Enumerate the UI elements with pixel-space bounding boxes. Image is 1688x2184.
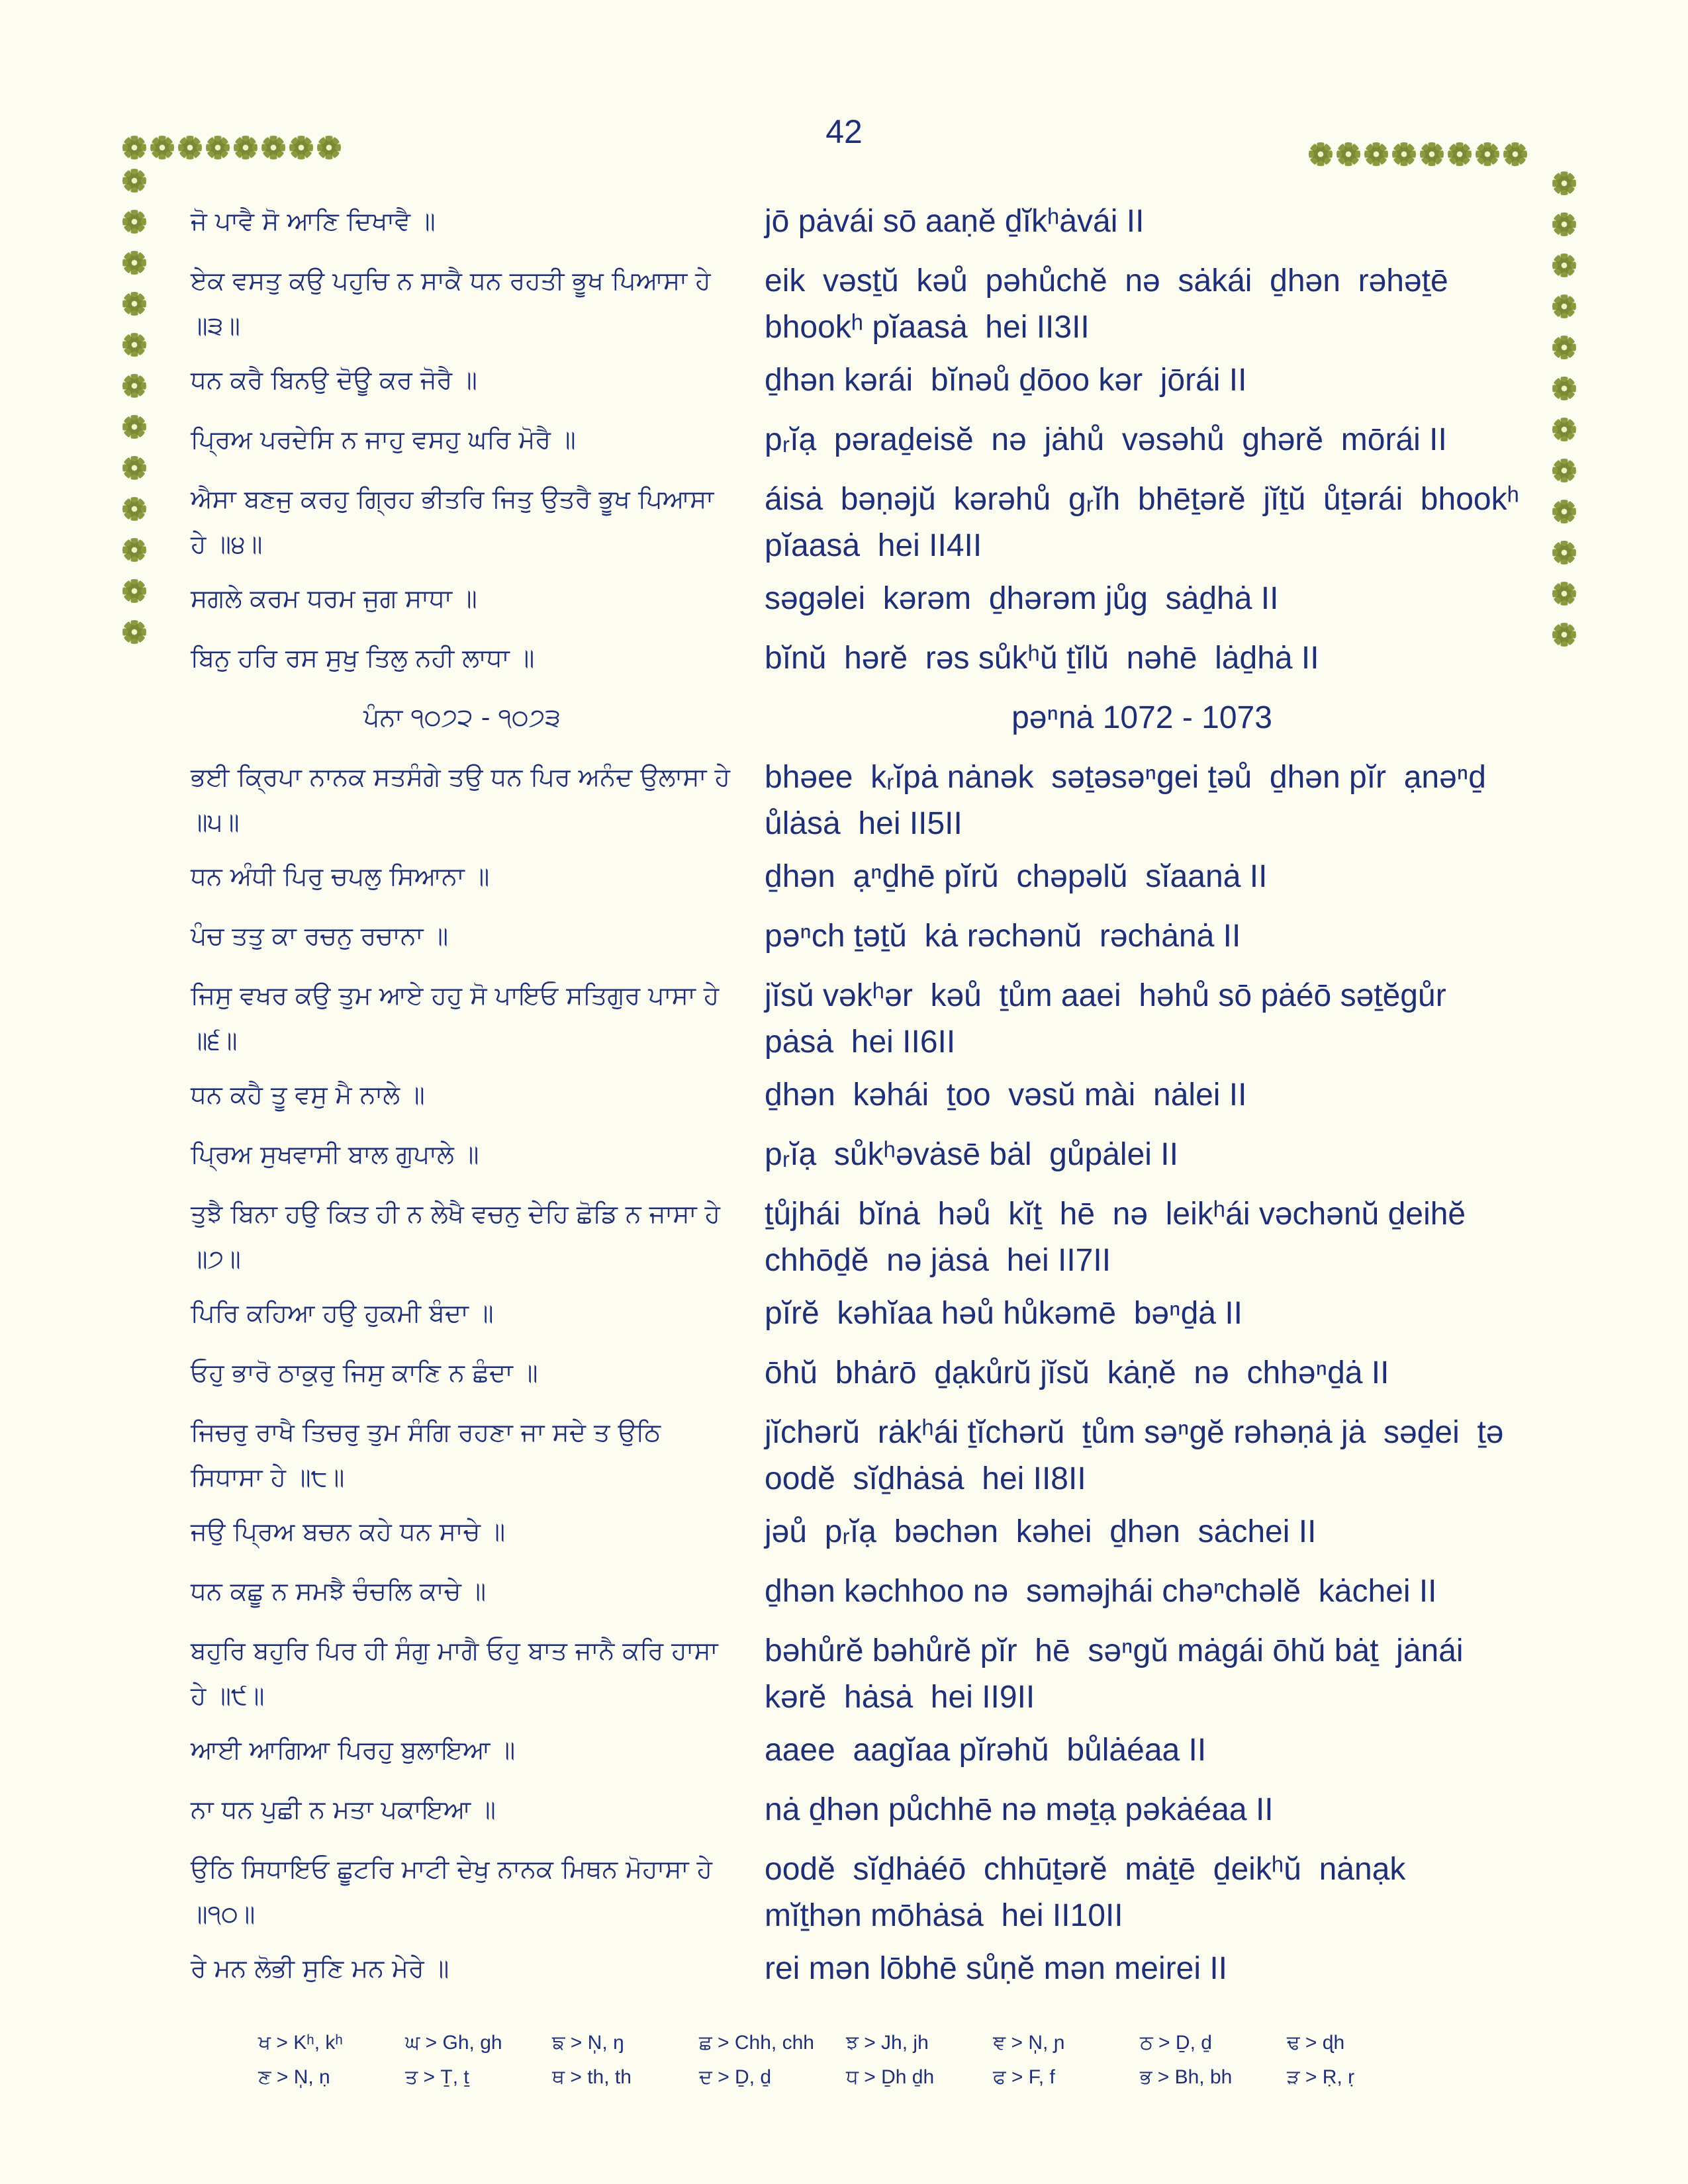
legend-row <box>258 2032 1450 2065</box>
flower-ornament-icon <box>1311 144 1331 164</box>
legend-item: ਛ > Chh, chh <box>699 2032 814 2054</box>
transliteration-text: pəⁿch ṯəṯŭ kȧ rəchənŭ rəchȧnȧ II <box>765 919 1241 954</box>
flower-ornament-icon <box>124 171 144 191</box>
legend-item: ਖ > Kʰ, kʰ <box>258 2032 343 2054</box>
gurmukhi-text: ਉਠਿ ਸਿਧਾਇਓ ਛੂਟਰਿ ਮਾਟੀ ਦੇਖੁ ਨਾਨਕ ਮਿਥਨ ਮੋਹਾਸਾ ਹੇ ॥੧੦॥ <box>191 1854 721 1929</box>
gurmukhi-text: ਆਈ ਆਗਿਆ ਪਿਰਹੁ ਬੁਲਾਇਆ ॥ <box>191 1735 516 1764</box>
flower-ornament-icon <box>124 540 144 560</box>
flower-ornament-icon <box>124 335 144 355</box>
legend-item: ਭ > Bh, bh <box>1140 2066 1233 2088</box>
flower-ornament-icon <box>124 417 144 437</box>
legend-item: ਣ > N̩, ṇ <box>258 2066 330 2088</box>
flower-ornament-icon <box>1554 420 1574 439</box>
flower-ornament-icon <box>1554 379 1574 398</box>
transliteration-text: jĭsŭ vəkʰər kəů ṯům aaei həhů sō pȧéō səṯĕgůr pȧsȧ hei II6II <box>765 978 1464 1060</box>
flower-ornament-icon <box>1554 173 1574 193</box>
gurmukhi-text: ਐਸਾ ਬਣਜੁ ਕਰਹੁ ਗ੍ਰਿਹ ਭੀਤਰਿ ਜਿਤੁ ਉਤਰੈ ਭੂਖ ਪਿਆਸਾ ਹੇ ॥੪॥ <box>191 484 722 559</box>
gurmukhi-text: ਧਨ ਕਛੂ ਨ ਸਮਝੈ ਚੰਚਲਿ ਕਾਚੇ ॥ <box>191 1576 487 1606</box>
flower-ornament-icon <box>1366 144 1386 164</box>
flower-ornament-icon <box>1554 214 1574 234</box>
gurmukhi-text: ਧਨ ਕਹੈ ਤੂ ਵਸੁ ਮੈ ਨਾਲੇ ॥ <box>191 1080 425 1109</box>
gurmukhi-text: ਤੁਝੈ ਬਿਨਾ ਹਉ ਕਿਤ ਹੀ ਨ ਲੇਖੈ ਵਚਨੁ ਦੇਹਿ ਛੋਡਿ ਨ ਜਾਸਾ ਹੇ ॥੭॥ <box>191 1199 729 1273</box>
gurmukhi-text: ਸਗਲੇ ਕਰਮ ਧਰਮ ਜੁਗ ਸਾਧਾ ॥ <box>191 584 477 613</box>
flower-ornament-icon <box>1554 255 1574 275</box>
flower-ornament-icon <box>1422 144 1442 164</box>
legend-item: ਧ > Ḏh ḏh <box>846 2066 935 2088</box>
gurmukhi-text: ਭਈ ਕ੍ਰਿਪਾ ਨਾਨਕ ਸਤਸੰਗੇ ਤਉ ਧਨ ਪਿਰ ਅਨੰਦ ਉਲਾਸਾ ਹੇ ॥੫॥ <box>191 762 739 837</box>
transliteration-text: ḏhən kəhái ṯoo vəsŭ mài nȧlei II <box>765 1077 1247 1113</box>
legend-item: ਥ > th, th <box>552 2066 632 2088</box>
gurmukhi-text: ਪੰਨਾ ੧੦੭੨ - ੧੦੭੩ <box>363 703 561 732</box>
flower-ornament-icon <box>1554 461 1574 480</box>
transliteration-text: bĭnŭ hərĕ rəs sůkʰŭ ṯĭlŭ nəhē lȧḏhȧ II <box>765 641 1319 676</box>
flower-ornament-icon <box>1554 543 1574 563</box>
flower-ornament-icon <box>263 138 283 158</box>
transliteration-text: áisȧ bəṇəjŭ kərəhů gᵣĭh bhēṯərĕ jĭṯŭ ůṯərái bhookʰ pĭaasȧ hei II4II <box>765 482 1528 563</box>
flower-ornament-icon <box>1554 338 1574 357</box>
flower-ornament-icon <box>124 622 144 642</box>
flower-ornament-icon <box>1450 144 1470 164</box>
legend-item: ਞ > N̩, ɲ <box>993 2032 1065 2054</box>
flower-ornament-icon <box>1394 144 1414 164</box>
transliteration-text: eik vəsṯŭ kəů pəhůchĕ nə sȧkái ḏhən rəhəṯē bhookʰ pĭaasȧ hei II3II <box>765 263 1466 345</box>
gurmukhi-text: ਜਿਸੁ ਵਖਰ ਕਉ ਤੁਮ ਆਏ ਹਹੁ ਸੋ ਪਾਇਓ ਸਤਿਗੁਰ ਪਾਸਾ ਹੇ ॥੬॥ <box>191 981 727 1055</box>
flower-ornament-icon <box>291 138 311 158</box>
gurmukhi-text: ਧਨ ਕਰੈ ਬਿਨਉ ਦੋਊ ਕਰ ਜੋਰੈ ॥ <box>191 365 477 394</box>
transliteration-text: nȧ ḏhən půchhē nə məṯạ pəkȧéaa II <box>765 1792 1274 1827</box>
flower-ornament-icon <box>1338 144 1358 164</box>
transliteration-text: jō pȧvái sō aaṇĕ ḏĭkʰȧvái II <box>765 204 1145 239</box>
gurmukhi-text: ਬਹੁਰਿ ਬਹੁਰਿ ਪਿਰ ਹੀ ਸੰਗੁ ਮਾਗੈ ਓਹੁ ਬਾਤ ਜਾਨੈ ਕਰਿ ਹਾਸਾ ਹੇ ॥੯॥ <box>191 1636 726 1710</box>
transliteration-text: ḏhən kəchhoo nə səməjhái chəⁿchəlĕ kȧchei II <box>765 1574 1437 1609</box>
flower-ornament-icon <box>180 138 200 158</box>
flower-ornament-icon <box>236 138 256 158</box>
legend-item: ਫ > F, f <box>993 2066 1055 2088</box>
gurmukhi-text: ਜਉ ਪ੍ਰਿਅ ਬਚਨ ਕਹੇ ਧਨ ਸਾਚੇ ॥ <box>191 1517 506 1546</box>
flower-ornament-icon <box>124 458 144 478</box>
legend-item: ੜ > Ṛ, ṛ <box>1287 2066 1355 2088</box>
transliteration-text: aaee aagĭaa pĭrəhŭ bůlȧéaa II <box>765 1733 1207 1768</box>
flower-ornament-icon <box>319 138 339 158</box>
legend-item: ਢ > ɖh <box>1287 2032 1345 2054</box>
legend-item: ਙ > N̩, ŋ <box>552 2032 624 2054</box>
transliteration-text: ḏhən ạⁿḏhē pĭrŭ chəpəlŭ sĭaanȧ II <box>765 859 1268 894</box>
flower-ornament-icon <box>1505 144 1525 164</box>
transliteration-text: jĭchərŭ rȧkʰái ṯĭchərŭ ṯům səⁿgĕ rəhəṇȧ jȧ səḏei ṯə oodĕ sĭḏhȧsȧ hei II8II <box>765 1415 1513 1496</box>
flower-ornament-icon <box>124 138 144 158</box>
gurmukhi-text: ਪ੍ਰਿਅ ਪਰਦੇਸਿ ਨ ਜਾਹੁ ਵਸਹੁ ਘਰਿ ਮੋਰੈ ॥ <box>191 425 576 454</box>
transliteration-text: pĭrĕ kəhĭaa həů hůkəmē bəⁿḏȧ II <box>765 1296 1243 1331</box>
gurmukhi-text: ਪਿਰਿ ਕਹਿਆ ਹਉ ਹੁਕਮੀ ਬੰਦਾ ॥ <box>191 1298 494 1328</box>
legend-item: ਦ > Ḏ, ḏ <box>699 2066 772 2088</box>
transliteration-text: bəhůrĕ bəhůrĕ pĭr hē səⁿgŭ mȧgái ōhŭ bȧṯ jȧnái kərĕ hȧsȧ hei II9II <box>765 1633 1481 1715</box>
transliteration-text: pᵣĭạ sůkʰəvȧsē bȧl gůpȧlei II <box>765 1137 1178 1172</box>
transliteration-text: pᵣĭạ pəraḏeisĕ nə jȧhů vəsəhů ghərĕ mōrái II <box>765 422 1447 457</box>
gurmukhi-text: ਜਿਚਰੁ ਰਾਖੈ ਤਿਚਰੁ ਤੁਮ ਸੰਗਿ ਰਹਣਾ ਜਾ ਸਦੇ ਤ ਉਠਿ ਸਿਧਾਸਾ ਹੇ ॥੮॥ <box>191 1418 669 1492</box>
legend-row <box>258 2066 1450 2099</box>
legend-item: ਠ > Ḏ, ḏ <box>1140 2032 1212 2054</box>
flower-ornament-icon <box>124 253 144 273</box>
gurmukhi-text: ਰੇ ਮਨ ਲੋਭੀ ਸੁਣਿ ਮਨ ਮੇਰੇ ॥ <box>191 1954 449 1983</box>
legend-item: ਤ > Ṯ, ṯ <box>405 2066 469 2088</box>
flower-ornament-icon <box>1554 502 1574 522</box>
flower-ornament-icon <box>124 499 144 519</box>
gurmukhi-text: ਜੋ ਪਾਵੈ ਸੋ ਆਣਿ ਦਿਖਾਵੈ ॥ <box>191 206 436 236</box>
flower-ornament-icon <box>208 138 228 158</box>
transliteration-text: səgəlei kərəm ḏhərəm jůg sȧḏhȧ II <box>765 581 1279 616</box>
transliteration-text: rei mən lōbhē sůṇĕ mən meirei II <box>765 1951 1227 1986</box>
gurmukhi-text: ਧਨ ਅੰਧੀ ਪਿਰੁ ਚਪਲੁ ਸਿਆਨਾ ॥ <box>191 862 490 891</box>
flower-ornament-icon <box>124 212 144 232</box>
flower-ornament-icon <box>152 138 172 158</box>
transliteration-text: ḏhən kərái bĭnəů ḏōoo kər jōrái II <box>765 363 1247 398</box>
gurmukhi-text: ਨਾ ਧਨ ਪੁਛੀ ਨ ਮਤਾ ਪਕਾਇਆ ॥ <box>191 1795 496 1824</box>
gurmukhi-text: ਪੰਚ ਤਤੁ ਕਾ ਰਚਨੁ ਰਚਾਨਾ ॥ <box>191 921 449 950</box>
flower-ornament-icon <box>124 294 144 314</box>
gurmukhi-text: ਓਹੁ ਭਾਰੋ ਠਾਕੁਰੁ ਜਿਸੁ ਕਾਣਿ ਨ ਛੰਦਾ ॥ <box>191 1358 538 1387</box>
transliteration-text: oodĕ sĭḏhȧéō chhūṯərĕ mȧṯē ḏeikʰŭ nȧnạk mĭṯhən mōhȧsȧ hei II10II <box>765 1852 1424 1933</box>
gurmukhi-text: ਬਿਨੁ ਹਰਿ ਰਸ ਸੁਖੁ ਤਿਲੁ ਨਹੀ ਲਾਧਾ ॥ <box>191 643 535 672</box>
transliteration-text: pəⁿnȧ 1072 - 1073 <box>1011 700 1272 735</box>
legend-item: ਘ > Gh, gh <box>405 2032 502 2054</box>
flower-ornament-icon <box>124 581 144 601</box>
transliteration-text: jəů pᵣĭạ bəchən kəhei ḏhən sȧchei II <box>765 1514 1317 1549</box>
flower-ornament-icon <box>124 376 144 396</box>
gurmukhi-text: ਏਕ ਵਸਤੁ ਕਉ ਪਹੁਚਿ ਨ ਸਾਕੈ ਧਨ ਰਹਤੀ ਭੂਖ ਪਿਆਸਾ ਹੇ ॥੩॥ <box>191 266 719 340</box>
flower-ornament-icon <box>1554 625 1574 645</box>
legend-item: ਝ > Jh, jh <box>846 2032 929 2054</box>
gurmukhi-text: ਪ੍ਰਿਅ ਸੁਖਵਾਸੀ ਬਾਲ ਗੁਪਾਲੇ ॥ <box>191 1140 479 1169</box>
flower-ornament-icon <box>1477 144 1497 164</box>
transliteration-text: bhəee kᵣĭpȧ nȧnək səṯəsəⁿgei ṯəů ḏhən pĭr ạnəⁿḏ ůlȧsȧ hei II5II <box>765 760 1504 841</box>
transliteration-text: ṯůjhái bĭnȧ həů kĭṯ hē nə leikʰái vəchənŭ ḏeihĕ chhōḏĕ nə jȧsȧ hei II7II <box>765 1197 1483 1278</box>
page-number: 42 <box>825 113 863 150</box>
flower-ornament-icon <box>1554 584 1574 604</box>
flower-ornament-icon <box>1554 296 1574 316</box>
transliteration-text: ōhŭ bhȧrō ḏạkůrŭ jĭsŭ kȧṇĕ nə chhəⁿḏȧ II <box>765 1355 1389 1390</box>
